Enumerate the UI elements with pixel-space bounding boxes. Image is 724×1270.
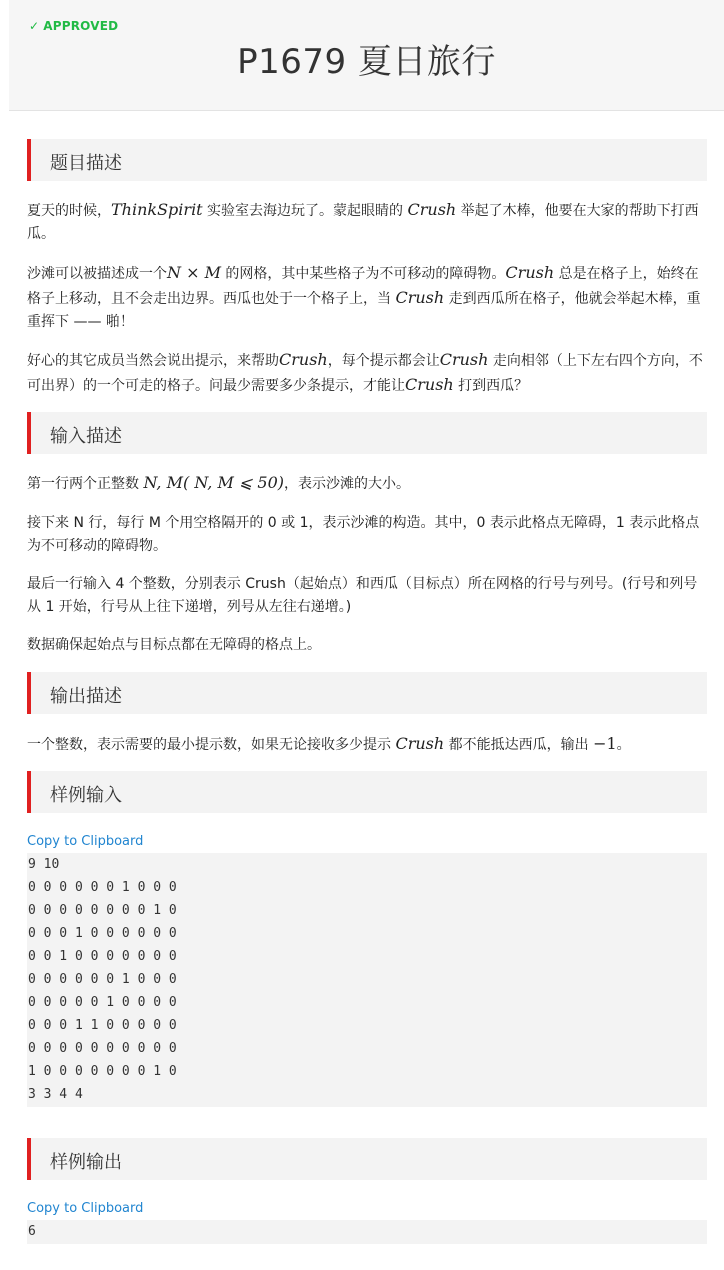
sample-input-line: 0 0 1 0 0 0 0 0 0 0	[28, 949, 177, 964]
description-paragraph-3: 好心的其它成员当然会说出提示，来帮助Crush，每个提示都会让Crush 走向相邻（上下左右四个方向，不可出界）的一个可走的格子。问最少需要多少条提示，才能让Crush 打到西瓜？	[27, 350, 703, 394]
problem-header	[9, 0, 724, 111]
sample-input-line: 0 0 0 0 0 0 1 0 0 0	[28, 880, 177, 895]
section-output-heading	[27, 672, 707, 714]
page-title: P1679 夏日旅行	[237, 42, 496, 82]
output-paragraph-1: 一个整数，表示需要的最小提示数，如果无论接收多少提示 Crush 都不能抵达西瓜，输出 −1。	[27, 734, 631, 753]
section-sample-output-heading	[27, 1138, 707, 1180]
input-paragraph-4: 数据确保起始点与目标点都在无障碍的格点上。	[27, 637, 321, 653]
input-paragraph-3: 最后一行输入 4 个整数，分别表示 Crush（起始点）和西瓜（目标点）所在网格的行号与列号。(行号和列号从 1 开始，行号从上往下递增，列号从左往右递增。)	[27, 576, 698, 615]
status-badge	[29, 19, 118, 33]
copy-to-clipboard-link[interactable]: Copy to Clipboard	[27, 834, 144, 849]
section-title: 样例输入	[50, 785, 122, 806]
sample-input-line: 0 0 0 0 0 1 0 0 0 0	[28, 995, 177, 1010]
sample-input-code-block	[27, 853, 707, 1107]
input-paragraph-2: 接下来 N 行，每行 M 个用空格隔开的 0 或 1，表示沙滩的构造。其中，0 表示此格点无障碍，1 表示此格点为不可移动的障碍物。	[27, 515, 700, 554]
copy-to-clipboard-link[interactable]: Copy to Clipboard	[27, 1201, 144, 1216]
check-icon: ✓	[29, 19, 40, 33]
sample-input-line: 0 0 0 0 0 0 0 0 0 0	[28, 1041, 177, 1056]
section-title: 题目描述	[50, 153, 122, 174]
section-title: 输入描述	[50, 426, 122, 447]
description-paragraph-2: 沙滩可以被描述成一个N × M 的网格，其中某些格子为不可移动的障碍物。Crush 总是在格子上，始终在格子上移动，且不会走出边界。西瓜也处于一个格子上，当 Crush 走到西瓜所在格子，他就会举起木棒，重重挥下 —— 啪！	[27, 263, 701, 330]
section-title: 样例输出	[50, 1152, 122, 1173]
sample-input-line: 9 10	[28, 857, 60, 872]
section-title: 输出描述	[50, 686, 122, 707]
section-sample-input-heading	[27, 771, 707, 813]
sample-output-line: 6	[28, 1224, 36, 1239]
sample-input-line: 0 0 0 0 0 0 1 0 0 0	[28, 972, 177, 987]
sample-input-line: 3 3 4 4	[28, 1087, 83, 1102]
input-paragraph-1: 第一行两个正整数 N, M( N, M ⩽ 50)，表示沙滩的大小。	[27, 473, 411, 492]
sample-input-line: 0 0 0 1 1 0 0 0 0 0	[28, 1018, 177, 1033]
sample-input-line: 0 0 0 0 0 0 0 0 1 0	[28, 903, 177, 918]
sample-input-line: 1 0 0 0 0 0 0 0 1 0	[28, 1064, 177, 1079]
section-input-heading	[27, 412, 707, 454]
sample-input-line: 0 0 0 1 0 0 0 0 0 0	[28, 926, 177, 941]
section-description-heading	[27, 139, 707, 181]
sample-output-code-block	[27, 1220, 707, 1244]
description-paragraph-1: 夏天的时候，ThinkSpirit 实验室去海边玩了。蒙起眼睛的 Crush 举起了木棒，他要在大家的帮助下打西瓜。	[27, 200, 699, 242]
status-label: APPROVED	[43, 19, 119, 33]
